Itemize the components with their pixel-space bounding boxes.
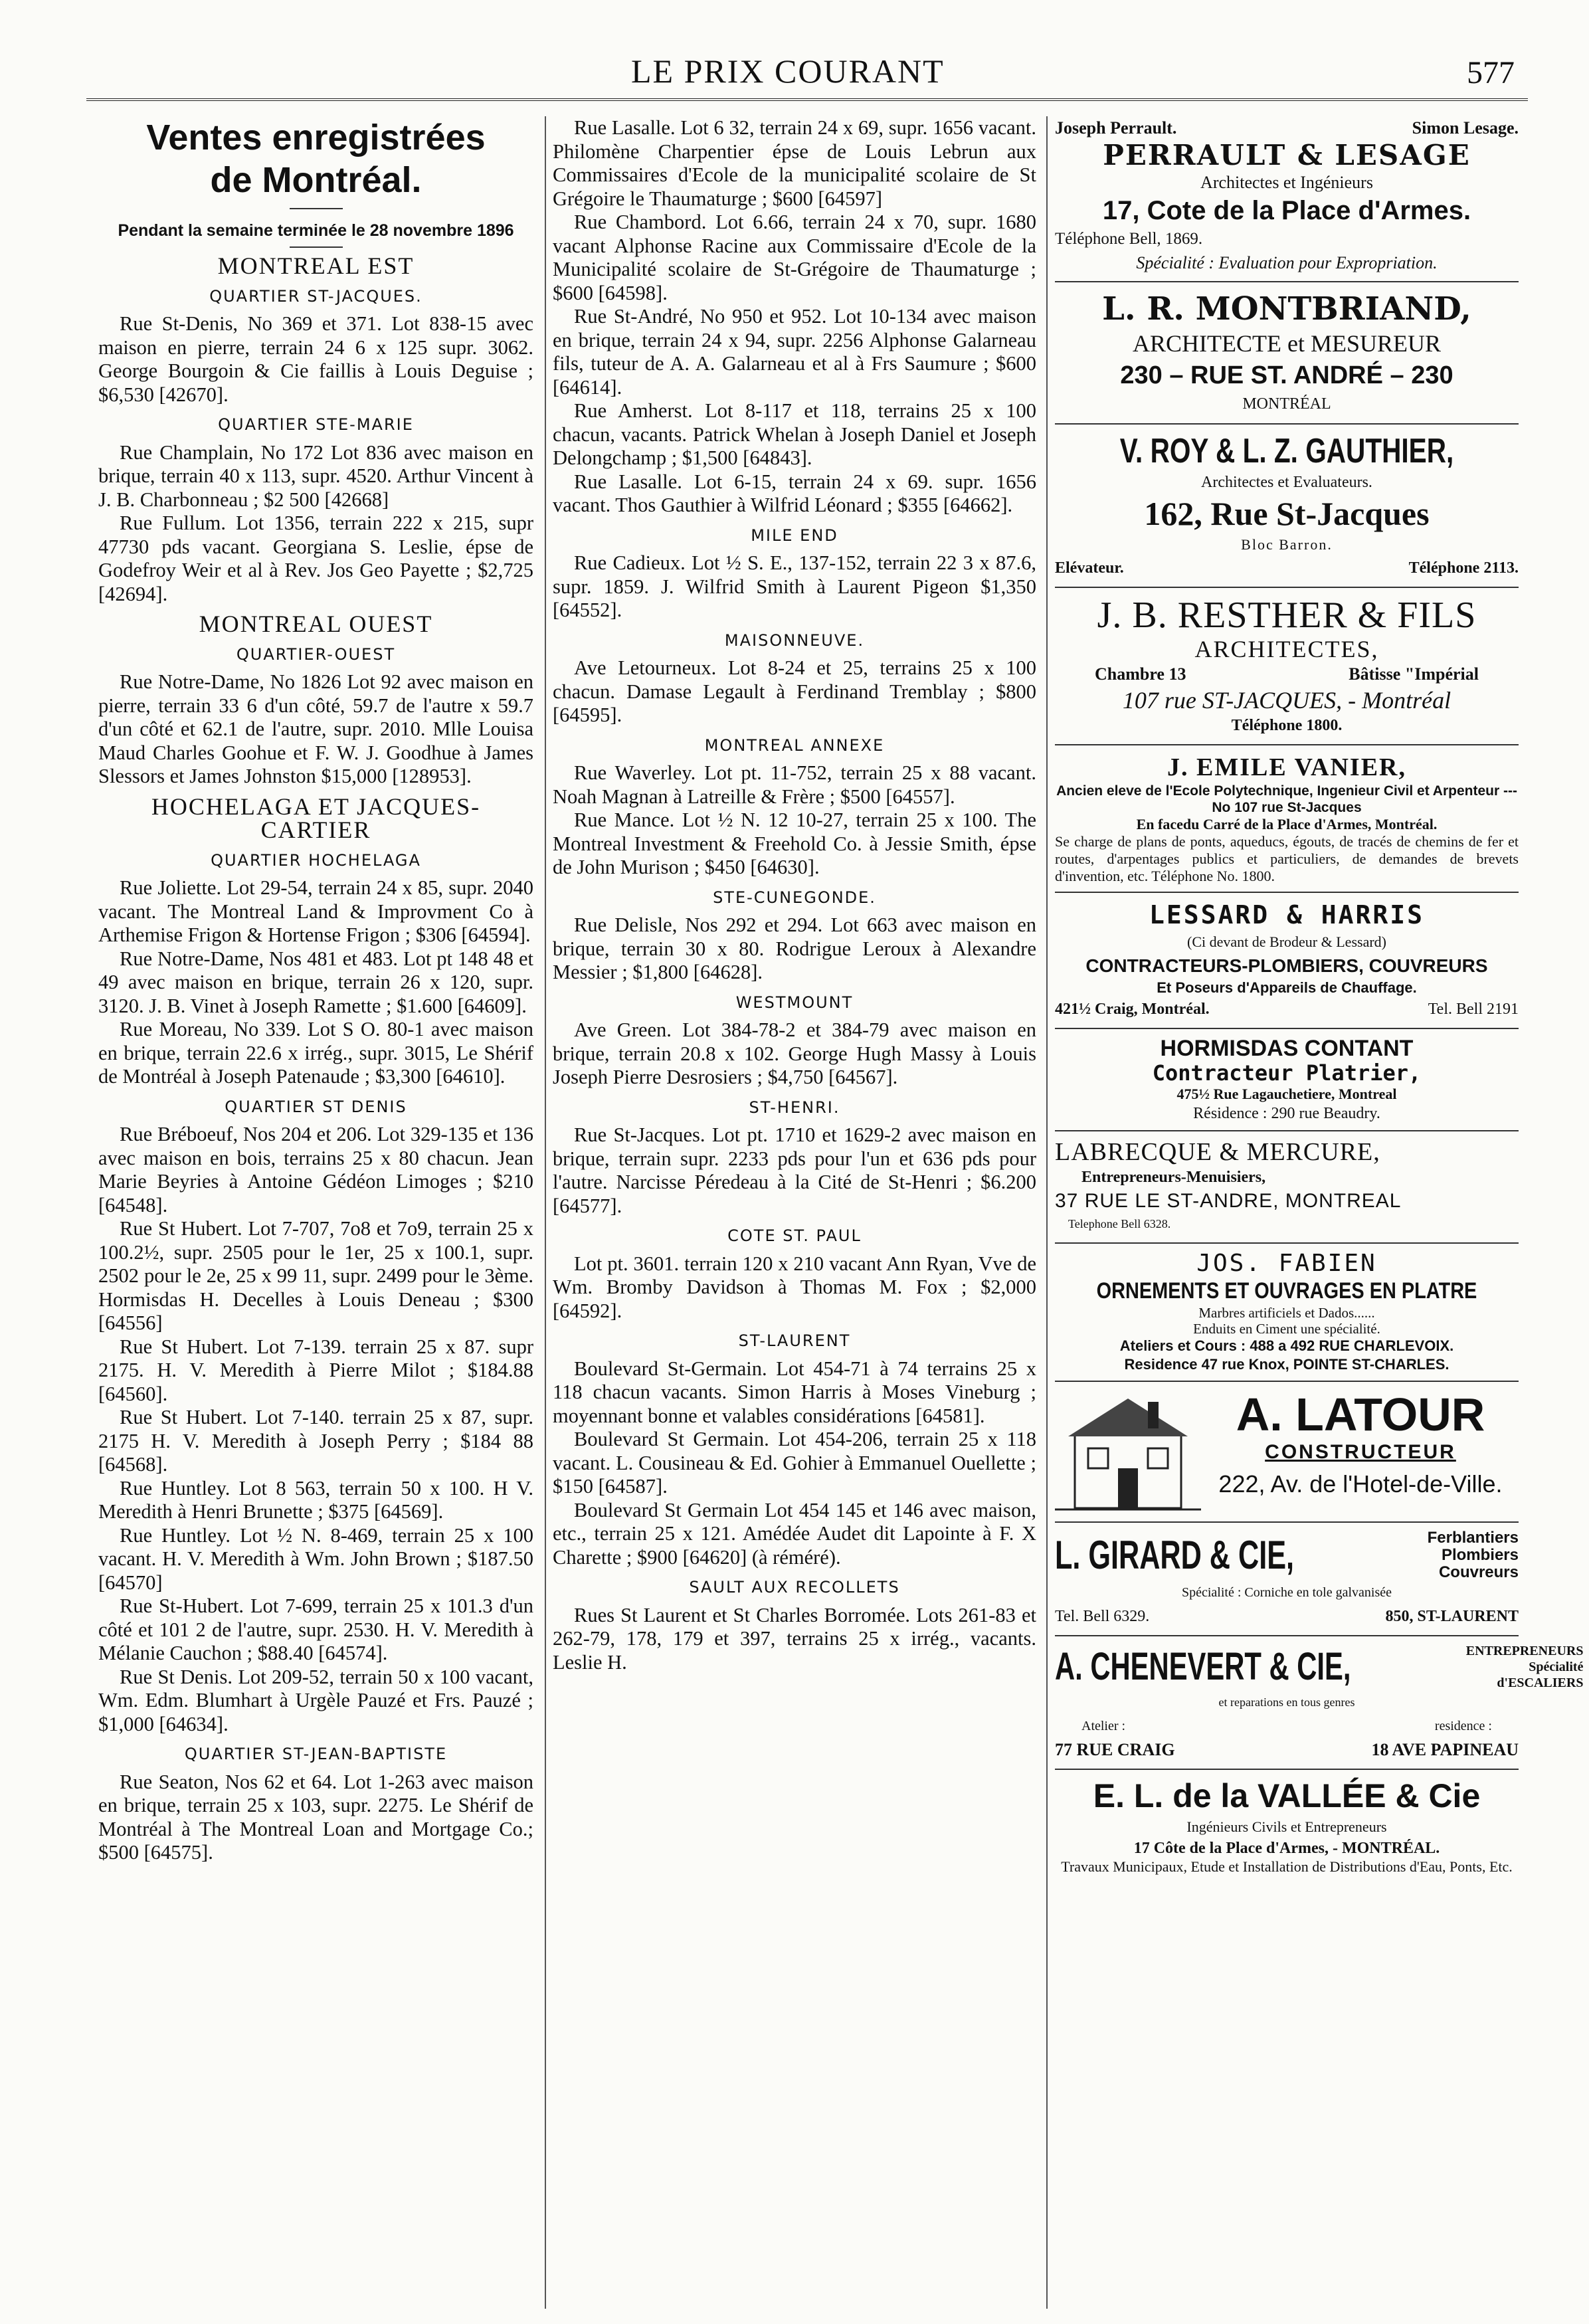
- ad-building: Bloc Barron.: [1241, 536, 1333, 553]
- ad-address: En facedu Carré de la Place d'Armes, Montréal.: [1136, 816, 1438, 832]
- quarter-heading: QUARTIER ST-JEAN-BAPTISTE: [184, 1745, 448, 1763]
- sale-entry: Rue Cadieux. Lot ½ S. E., 137-152, terrain 22 3 x 87.6, supr. 1859. J. Wilfrid Smith à Laurent Pigeon $1,350 [64552].: [553, 551, 1036, 621]
- sale-entry: Boulevard St Germain. Lot 454-206, terrain 25 x 118 vacant. L. Cousineau & Ed. Gohier à Emmanuel Ouellette ; $150 [64587].: [553, 1428, 1036, 1498]
- quarter-heading: ST-HENRI.: [749, 1098, 840, 1117]
- section-title-2: de Montréal.: [210, 160, 422, 200]
- ad-line: et reparations en tous genres: [1218, 1695, 1355, 1709]
- header-rule: [86, 98, 1528, 101]
- ad-company-name: J. EMILE VANIER,: [1167, 753, 1406, 781]
- sale-entry: Rue St-Hubert. Lot 7-699, terrain 25 x 101.3 d'un côté et 101 2 de l'autre, supr. 2530. H. V. Meredith à Mélanie Cauchon ; $88.40 [64574].: [98, 1595, 533, 1664]
- sale-entry: Rue Lasalle. Lot 6-15, terrain 24 x 69. supr. 1656 vacant. Thos Gauthier à Wilfrid Léonard ; $355 [64662].: [553, 470, 1036, 516]
- ad-phone: Telephone Bell 6328.: [1068, 1216, 1171, 1230]
- sale-entry: Ave Letourneux. Lot 8-24 et 25, terrains 25 x 100 chacun. Damase Legault à Ferdinand Tremblay ; $800 [64595].: [553, 656, 1036, 726]
- ad-line: Architectes et Evaluateurs.: [1201, 473, 1372, 491]
- page-number: 577: [1467, 55, 1515, 90]
- ad-fabien: [1055, 1250, 1519, 1374]
- sale-entry: Rue St Hubert. Lot 7-139. terrain 25 x 87. supr 2175. H. V. Meredith à Pierre Milot ; $184.88 [64560].: [98, 1335, 533, 1405]
- ad-partner-1: Joseph Perrault.: [1055, 118, 1177, 138]
- sale-entry: Rue Champlain, No 172 Lot 836 avec maison en brique, terrain 40 x 113, supr. 4520. Arthur Vincent à J. B. Charbonneau ; $2 500 [42668]: [98, 440, 533, 511]
- sale-entry: Rue Chambord. Lot 6.66, terrain 24 x 70, supr. 1680 vacant Alphonse Racine aux Commissaire d'Ecole de la Municipalité scolaire de St-Grégoire de Thaumaturge ; $600 [64598].: [553, 211, 1036, 304]
- ad-separator: [1055, 281, 1519, 282]
- sale-entry: Rue Delisle, Nos 292 et 294. Lot 663 avec maison en brique, terrain 30 x 80. Rodrigue Leroux à Alexandre Messier ; $1,800 [64628].: [553, 914, 1036, 983]
- ad-label: Atelier :: [1081, 1718, 1126, 1733]
- ad-partner-2: Simon Lesage.: [1412, 118, 1519, 138]
- ad-address: 17 Côte de la Place d'Armes, - MONTRÉAL.: [1133, 1840, 1440, 1857]
- sale-entry: Rue Amherst. Lot 8-117 et 118, terrains 25 x 100 chacun, vacants. Patrick Whelan à Joseph Daniel et Joseph Delongchamp ; $1,500 [64843].: [553, 399, 1036, 469]
- sale-entry: Rue Lasalle. Lot 6 32, terrain 24 x 69, supr. 1656 vacant. Philomène Charpentier épse de Louis Lebrun aux Commissaires d'Ecole de la municipalité scolaire de St Grégoire le Thaumaturge ; $600 [64597]: [553, 116, 1036, 210]
- ad-resther: [1055, 595, 1519, 737]
- sale-entry: Rue Bréboeuf, Nos 204 et 206. Lot 329-135 et 136 avec maison en bois, terrains 25 x 80 chacun. Jean Marie Beyries à Antoine Gédéon Limoges ; $210 [64548].: [98, 1123, 533, 1216]
- ad-company-name: LABRECQUE & MERCURE,: [1055, 1138, 1380, 1166]
- ad-address: 475½ Rue Lagauchetiere, Montreal: [1176, 1086, 1397, 1102]
- ad-line: ARCHITECTE et MESUREUR: [1133, 330, 1441, 357]
- ad-address: 37 RUE LE ST-ANDRE, MONTREAL: [1055, 1189, 1402, 1212]
- sale-entry: Rue Huntley. Lot 8 563, terrain 50 x 100. H V. Meredith à Henri Brunette ; $375 [64569].: [98, 1476, 533, 1523]
- column-divider: [1046, 116, 1048, 2309]
- ad-specialty: Spécialité : Evaluation pour Expropriation.: [1136, 252, 1438, 272]
- ad-line: Ancien eleve de l'Ecole Polytechnique, Ingenieur Civil et Arpenteur --- No 107 rue St-Jacques: [1056, 783, 1517, 815]
- ad-separator: [1055, 587, 1519, 588]
- sale-entry: Rue Notre-Dame, No 1826 Lot 92 avec maison en pierre, terrain 33 6 d'un côté, 59.7 de l'autre x 59.7 d'un côté et 62.1 de l'autre, supr. 2010. Mlle Louisa Maud Charles Goohue et F. W. J. Goodhue à James Slessors et James Johnston $15,000 [128953].: [98, 670, 533, 787]
- quarter-heading: QUARTIER ST DENIS: [225, 1097, 407, 1116]
- quarter-heading: MILE END: [751, 526, 838, 545]
- ad-separator: [1055, 423, 1519, 425]
- ad-phone: Téléphone 1800.: [1231, 716, 1343, 734]
- ad-trade: Entrepreneurs-Menuisiers,: [1081, 1169, 1266, 1186]
- ad-address: 421½ Craig, Montréal.: [1055, 1000, 1210, 1018]
- ad-address: 230 – RUE ST. ANDRÉ – 230: [1120, 361, 1453, 389]
- sale-entry: Boulevard St-Germain. Lot 454-71 à 74 terrains 25 x 118 chacun vacants. Simon Harris à Moses Vineburg ; moyennant bonne et valables considérations [64581].: [553, 1357, 1036, 1427]
- ad-trade: Ferblantiers: [1427, 1529, 1519, 1547]
- ad-phone: Téléphone Bell, 1869.: [1055, 230, 1203, 248]
- sale-entry: Rue Seaton, Nos 62 et 64. Lot 1-263 avec maison en brique, terrain 25 x 103, supr. 2275. Le Shérif de Montréal à The Montreal Loan and Mortgage Co.; $500 [64575].: [98, 1770, 533, 1864]
- sales-list: [553, 116, 1036, 1674]
- sale-entry: Rue Fullum. Lot 1356, terrain 222 x 215, supr 47730 pds vacant. Georgiana S. Leslie, épse de Godefroy Weir et al à Rev. Jos Geo Payette ; $2,725 [42694].: [98, 512, 533, 605]
- quarter-heading: WESTMOUNT: [735, 993, 854, 1012]
- district-heading: MONTREAL EST: [217, 252, 415, 279]
- ad-line: (Ci devant de Brodeur & Lessard): [1187, 933, 1386, 950]
- sale-entry: Ave Green. Lot 384-78-2 et 384-79 avec maison en brique, terrain 20.8 x 102. George Hugh Massy à Louis Joseph Pierre Desrosiers ; $4,750 [64567].: [553, 1018, 1036, 1088]
- quarter-heading: COTE ST. PAUL: [727, 1226, 862, 1245]
- ad-residence: Résidence : 290 rue Beaudry.: [1193, 1105, 1380, 1122]
- ad-lessard-harris: [1055, 900, 1519, 1021]
- sale-entry: Rue Huntley. Lot ½ N. 8-469, terrain 25 x 100 vacant. H. V. Meredith à Wm. John Brown ; $187.50 [64570]: [98, 1523, 533, 1594]
- ad-company-name: PERRAULT & LESAGE: [1103, 138, 1471, 171]
- quarter-heading: QUARTIER STE-MARIE: [218, 415, 414, 434]
- ad-chenevert: [1055, 1643, 1584, 1762]
- ad-services: Se charge de plans de ponts, aqueducs, égouts, de tracés de chemins de fer et routes, d'arpentages publics et particuliers, de demandes de brevets d'invention, etc. Téléphone No. 1800.: [1055, 833, 1519, 884]
- ad-trade: Plombiers: [1441, 1546, 1519, 1564]
- column-divider: [545, 116, 546, 2309]
- ad-phone: Téléphone 2113.: [1408, 559, 1519, 577]
- ad-vanier: [1055, 752, 1519, 885]
- ad-address: 17, Cote de la Place d'Armes.: [1102, 196, 1471, 225]
- ad-line: Ingénieurs Civils et Entrepreneurs: [1186, 1818, 1387, 1835]
- ad-workshop-address: 77 RUE CRAIG: [1055, 1740, 1175, 1759]
- quarter-heading: MAISONNEUVE.: [724, 630, 865, 650]
- ad-trade: Couvreurs: [1438, 1563, 1519, 1581]
- quarter-heading: ST-LAURENT: [738, 1331, 851, 1350]
- ad-residence-address: 18 AVE PAPINEAU: [1371, 1740, 1519, 1759]
- ad-separator: [1055, 744, 1519, 745]
- ad-separator: [1055, 1769, 1519, 1770]
- ad-line: Marbres artificiels et Dados......: [1198, 1305, 1375, 1321]
- sale-entry: Rue Mance. Lot ½ N. 12 10-27, terrain 25 x 100. The Montreal Investment & Freehold Co. à Jessie Smith, épse de John Murison ; $450 [64630].: [553, 809, 1036, 878]
- sale-entry: Rue Notre-Dame, Nos 481 et 483. Lot pt 148 48 et 49 avec maison en brique, terrain 26 x 120, supr. 3120. J. B. Vinet à Joseph Ramette ; $1.600 [64609].: [98, 947, 533, 1017]
- ad-company-name: L. GIRARD & CIE,: [1055, 1533, 1295, 1577]
- ad-company-name: L. R. MONTBRIAND,: [1102, 290, 1471, 328]
- ad-contant: [1055, 1036, 1519, 1123]
- ad-feature: Elévateur.: [1055, 559, 1124, 577]
- quarter-heading: MONTREAL ANNEXE: [704, 735, 885, 755]
- sales-list: [98, 254, 533, 1865]
- ad-separator: [1055, 1130, 1519, 1131]
- ad-separator: [1055, 1381, 1519, 1382]
- ad-separator: [1055, 1521, 1519, 1523]
- ad-phone: Tel. Bell 6329.: [1055, 1607, 1150, 1625]
- quarter-heading: SAULT AUX RECOLLETS: [689, 1578, 900, 1597]
- ad-address: 222, Av. de l'Hotel-de-Ville.: [1218, 1470, 1503, 1498]
- ad-specialty: Spécialité d'ESCALIERS: [1497, 1660, 1584, 1690]
- ad-room: Chambre 13: [1095, 664, 1186, 684]
- ad-label: residence :: [1434, 1718, 1492, 1733]
- ad-specialty: Spécialité : Corniche en tole galvanisée: [1182, 1585, 1392, 1600]
- ad-trade: ENTREPRENEURS: [1465, 1644, 1584, 1658]
- ad-company-name: V. ROY & L. Z. GAUTHIER,: [1119, 431, 1454, 470]
- sale-entry: Rue Joliette. Lot 29-54, terrain 24 x 85, supr. 2040 vacant. The Montreal Land & Improvment Co à Arthemise Frigon & Hortense Frigon ; $306 [64594].: [98, 876, 533, 946]
- sale-entry: Rue Waverley. Lot pt. 11-752, terrain 25 x 88 vacant. Noah Magnan à Latreille & Frère ; $500 [64557].: [553, 761, 1036, 808]
- sale-entry: Rue St-Denis, No 369 et 371. Lot 838-15 avec maison en pierre, terrain 24 6 x 125 supr. 3062. George Bourgoin & Cie faillis à Louis Deguise ; $6,530 [42670].: [98, 312, 533, 406]
- quarter-heading: QUARTIER ST-JACQUES.: [209, 286, 422, 306]
- quarter-heading: STE-CUNEGONDE.: [713, 888, 876, 907]
- sale-entry: Lot pt. 3601. terrain 120 x 210 vacant Ann Ryan, Vve de Wm. Bromby Davidson à Thomas M. Fox ; $2,000 [64592].: [553, 1252, 1036, 1322]
- ad-address: 850, ST-LAURENT: [1385, 1607, 1519, 1625]
- quarter-heading: QUARTIER HOCHELAGA: [211, 850, 421, 870]
- sale-entry: Rue St Denis. Lot 209-52, terrain 50 x 100 vacant, Wm. Edm. Blumhart à Urgèle Pauzé et Frs. Pauzé ; $1,000 [64634].: [98, 1665, 533, 1735]
- divider: [290, 246, 343, 248]
- ad-address: 162, Rue St-Jacques: [1144, 495, 1430, 532]
- ad-separator: [1055, 1028, 1519, 1029]
- sale-entry: Boulevard St Germain Lot 454 145 et 146 avec maison, etc., terrain 25 x 121. Amédée Audet dit Lapointe à F. X Charette ; $900 [64620] (à réméré).: [553, 1498, 1036, 1569]
- divider: [290, 208, 343, 209]
- sale-entry: Rue St Hubert. Lot 7-140. terrain 25 x 87, supr. 2175 H. V. Meredith à Joseph Perry ; $184 88 [64568].: [98, 1406, 533, 1476]
- house-illustration: [1055, 1389, 1201, 1515]
- ad-residence: Residence 47 rue Knox, POINTE ST-CHARLES.: [1124, 1356, 1449, 1373]
- ad-building: Bâtisse "Impérial: [1349, 664, 1479, 684]
- ad-perrault-lesage: [1055, 116, 1519, 274]
- ad-latour: [1055, 1389, 1519, 1515]
- sale-entry: Rue Moreau, No 339. Lot S O. 80-1 avec maison en brique, terrain 22.6 x irrég., supr. 3015, Le Shérif de Montréal à Joseph Patenaude ; $3,300 [64610].: [98, 1018, 533, 1088]
- ad-trade: ORNEMENTS ET OUVRAGES EN PLATRE: [1096, 1278, 1477, 1304]
- ad-separator: [1055, 892, 1519, 893]
- ad-company-name: A. CHENEVERT & CIE,: [1055, 1645, 1351, 1688]
- ad-trades: CONTRACTEURS-PLOMBIERS, COUVREURS: [1085, 955, 1488, 976]
- ad-trade: CONSTRUCTEUR: [1265, 1441, 1456, 1463]
- column-1: [98, 116, 533, 1865]
- page-header: [86, 40, 1515, 100]
- sale-entry: Rues St Laurent et St Charles Borromée. Lots 261-83 et 262-79, 178, 179 et 397, terrains 25 x irrég., vacants. Leslie H.: [553, 1603, 1036, 1674]
- section-title: Ventes enregistrées: [146, 118, 486, 157]
- ad-line: Et Poseurs d'Appareils de Chauffage.: [1157, 979, 1417, 996]
- ad-city: MONTRÉAL: [1242, 395, 1331, 413]
- ad-vallee: [1055, 1777, 1519, 1876]
- ad-address: 107 rue ST-JACQUES, - Montréal: [1122, 686, 1451, 714]
- ad-company-name: A. LATOUR: [1236, 1389, 1485, 1440]
- ad-services: Travaux Municipaux, Etude et Installation de Distributions d'Eau, Ponts, Etc.: [1061, 1858, 1513, 1875]
- column-3-ads: [1055, 116, 1584, 1876]
- district-heading: HOCHELAGA ET JACQUES-CARTIER: [151, 793, 481, 843]
- sale-entry: Rue St Hubert. Lot 7-707, 7o8 et 7o9, terrain 25 x 100.2½, supr. 2505 pour le 1er, 25 x 100.1, supr. 2502 pour le 2e, 25 x 99 11, supr. 2499 pour le 3ème. Hormisdas H. Decelles à Louis Deneau ; $300 [64556]: [98, 1217, 533, 1334]
- ad-line: Architectes et Ingénieurs: [1200, 172, 1373, 192]
- sale-entry: Rue St-André, No 950 et 952. Lot 10-134 avec maison en brique, terrain 24 x 94, supr. 2256 Alphonse Galarneau fils, tuteur de A. A. Galarneau et al à Frs Saumure ; $600 [64614].: [553, 305, 1036, 399]
- ad-company-name: LESSARD & HARRIS: [1149, 900, 1425, 929]
- ad-company-name: E. L. de la VALLÉE & Cie: [1093, 1777, 1481, 1814]
- ad-montbriand: [1055, 289, 1519, 417]
- sale-entry: Rue St-Jacques. Lot pt. 1710 et 1629-2 avec maison en brique, terrain supr. 2233 pds pour l'un et 636 pds pour l'autre. Narcisse Péredeau à la Cité de St-Henri ; $6.200 [64577].: [553, 1123, 1036, 1217]
- week-note: Pendant la semaine terminée le 28 novembre 1896: [118, 221, 514, 240]
- ad-company-name: HORMISDAS CONTANT: [1160, 1036, 1414, 1061]
- ad-separator: [1055, 1242, 1519, 1244]
- ad-separator: [1055, 1635, 1519, 1636]
- ad-roy-gauthier: [1055, 431, 1519, 581]
- column-2: [553, 116, 1036, 1674]
- ad-company-name: J. B. RESTHER & FILS: [1097, 595, 1477, 636]
- ad-phone: Tel. Bell 2191: [1428, 1000, 1519, 1018]
- quarter-heading: QUARTIER-OUEST: [236, 644, 396, 664]
- ad-labrecque-mercure: [1055, 1138, 1519, 1236]
- ad-address: Ateliers et Cours : 488 a 492 RUE CHARLEVOIX.: [1119, 1337, 1454, 1354]
- ad-line: ARCHITECTES,: [1194, 636, 1379, 662]
- ad-girard: [1055, 1529, 1519, 1628]
- ad-company-name: JOS. FABIEN: [1196, 1250, 1377, 1277]
- ad-trade: Contracteur Platrier,: [1152, 1060, 1422, 1086]
- district-heading: MONTREAL OUEST: [199, 611, 433, 637]
- journal-title: LE PRIX COURANT: [631, 52, 945, 90]
- ad-line: Enduits en Ciment une spécialité.: [1193, 1321, 1380, 1337]
